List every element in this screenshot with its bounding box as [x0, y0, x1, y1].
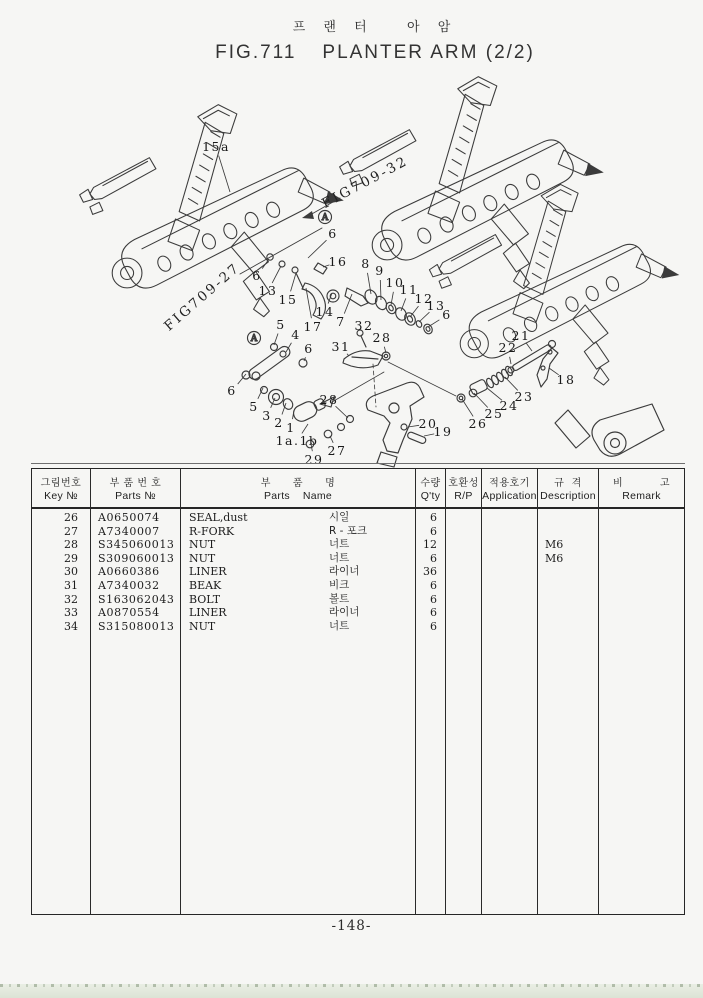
- callout-label: 16: [328, 254, 348, 269]
- page-title-korean: 프 랜 터 아 암: [292, 20, 458, 35]
- parts-table-header: [32, 469, 684, 509]
- callout-label: 15a: [202, 139, 230, 154]
- arm-assembly-right: [426, 184, 679, 385]
- callout-label: 22: [498, 340, 518, 355]
- callout-label: 7: [336, 314, 346, 329]
- table-row: 31 A7340032 BEAK 비크 6: [64, 578, 437, 592]
- callout-label: 2: [274, 415, 284, 430]
- callout-label: 6: [328, 226, 338, 241]
- exploded-parts-diagram: [0, 70, 703, 470]
- callout-label: 28: [372, 330, 392, 345]
- callout-label: 27: [327, 443, 347, 458]
- table-row: 26 A0650074 SEAL,dust 시일 6: [64, 511, 437, 524]
- callout-label: 21: [511, 328, 531, 343]
- callout-label: 11: [399, 282, 419, 297]
- callout-label: 5: [249, 399, 259, 414]
- callout-label: 6: [442, 307, 452, 322]
- header-cell-3: 수량 Q'ty: [416, 469, 446, 507]
- callout-label: 17: [303, 319, 323, 334]
- callout-label: 3: [262, 408, 272, 423]
- svg-text:A: A: [321, 213, 329, 223]
- callout-label: 1: [286, 420, 296, 435]
- callout-label: 8: [361, 256, 371, 271]
- table-row: 30 A0660386 LINER 라이너 36: [64, 565, 437, 579]
- page-title: [0, 42, 703, 64]
- header-cell-6: 규 격 Description: [538, 469, 599, 507]
- page-header: [0, 0, 703, 64]
- page-number: -148-: [331, 918, 372, 934]
- header-cell-0: 그림번호 Key №: [32, 469, 91, 507]
- callout-label: 18: [556, 372, 576, 387]
- callout-label: 28: [319, 392, 339, 407]
- callout-label: 24: [499, 398, 519, 413]
- callout-label: 23: [514, 389, 534, 404]
- header-cell-2: 부 품 명 Parts Name: [181, 469, 416, 507]
- callout-label: 20: [418, 416, 438, 431]
- table-row: 34 S315080013 NUT 너트 6: [64, 619, 437, 633]
- page-title-english: PLANTER ARM (2/2): [322, 42, 535, 63]
- parts-table: [31, 468, 685, 915]
- next-page-edge: [0, 984, 703, 998]
- callout-label: 32: [354, 318, 374, 333]
- figure-reference-labels: [161, 153, 411, 334]
- callout-label: 9: [375, 263, 385, 278]
- figure-number: FIG.711: [215, 42, 297, 63]
- callout-label: 1a.1b: [275, 433, 319, 448]
- header-cell-4: 호환성 R/P: [446, 469, 482, 507]
- callout-label: 13: [426, 298, 446, 313]
- figure-reference: FIG709-27: [161, 259, 244, 335]
- callout-label: 6: [252, 268, 262, 283]
- circled-label: [248, 332, 261, 345]
- callout-label: 14: [315, 304, 335, 319]
- callout-label: 29: [304, 452, 324, 467]
- table-row: 29 S309060013 NUT 너트 6 M6: [64, 551, 564, 565]
- callout-label: 5: [276, 317, 286, 332]
- table-row: 28 S345060013 NUT 너트 12 M6: [64, 538, 564, 552]
- table-row: 33 A0870554 LINER 라이너 6: [64, 606, 437, 620]
- callout-label: 25: [484, 406, 504, 421]
- callout-label: 26: [468, 416, 488, 431]
- header-cell-1: 부 품 번 호 Parts №: [91, 469, 181, 507]
- callout-label: 6: [304, 341, 314, 356]
- header-cell-5: 적용호기 Application: [482, 469, 538, 507]
- callout-label: 13: [258, 283, 278, 298]
- svg-text:A: A: [250, 334, 258, 344]
- header-cell-7: 비 고 Remark: [612, 478, 671, 502]
- table-row: 27 A7340007 R-FORK R - 포크 6: [64, 524, 437, 538]
- callout-label: 31: [331, 339, 351, 354]
- table-row: 32 S163062043 BOLT 볼트 6: [64, 592, 437, 606]
- callout-label: 6: [227, 383, 237, 398]
- circled-label: [319, 211, 332, 224]
- callout-label: 15: [278, 292, 298, 307]
- callout-label: 4: [291, 327, 301, 342]
- callout-label: 10: [385, 275, 405, 290]
- callout-label: 19: [433, 424, 453, 439]
- callout-label: 12: [414, 291, 434, 306]
- figure-reference: FIG709-32: [319, 152, 412, 212]
- parts-table-body: [32, 507, 684, 914]
